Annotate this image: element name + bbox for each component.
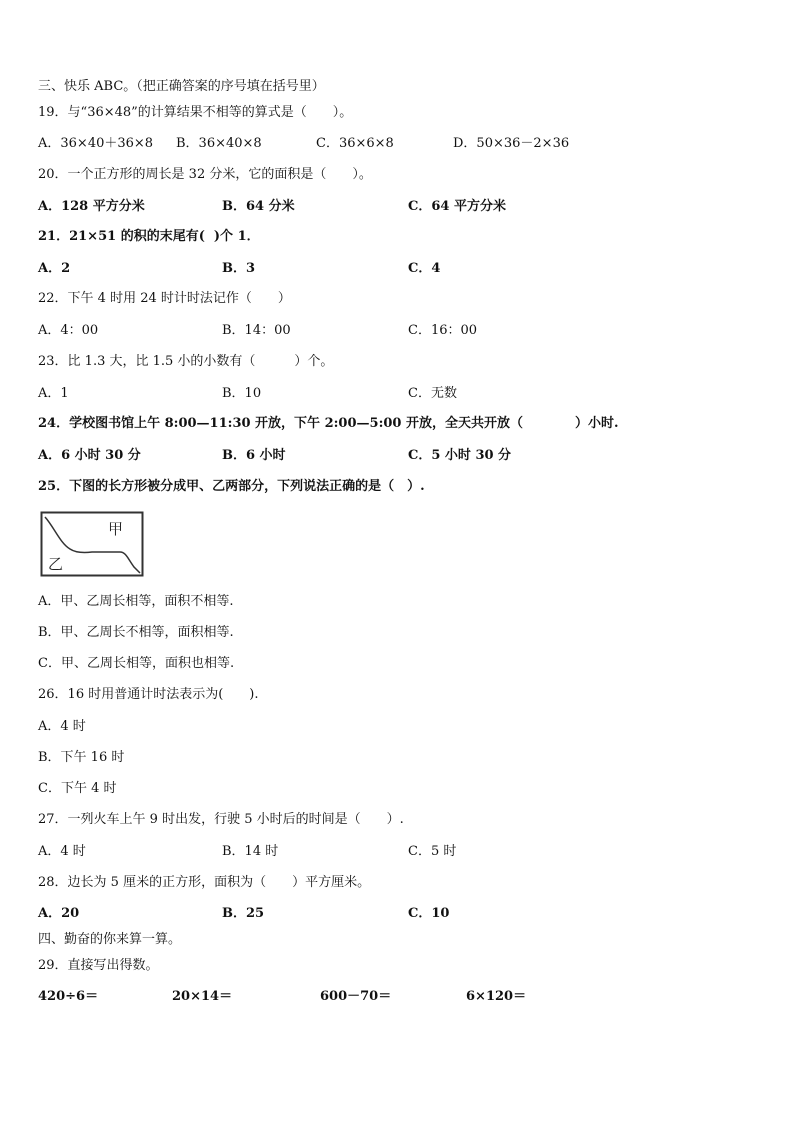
option-b: B．3 [222, 261, 256, 276]
option-a: A．2 [38, 261, 71, 276]
option-row [38, 386, 774, 402]
option-b: B．36×40×8 [176, 136, 262, 151]
question-stem: 24．学校图书馆上午 8:00—11:30 开放，下午 2:00—5:00 开放，全天共开放（ ）小时. [38, 416, 619, 431]
option-a: A．1 [38, 386, 69, 401]
option-a: A．36×40＋36×8 [38, 136, 154, 151]
question-stem: 26．16 时用普通计时法表示为( ). [38, 687, 259, 702]
question-stem: 29．直接写出得数。 [38, 958, 159, 973]
option-a: A．6 小时 30 分 [38, 448, 141, 463]
calc-item: 420÷6＝ [38, 989, 99, 1004]
option-b: B．甲、乙周长不相等，面积相等. [38, 625, 234, 640]
question-stem: 27．一列火车上午 9 时出发，行驶 5 小时后的时间是（ ）. [38, 812, 404, 827]
question-stem: 28．边长为 5 厘米的正方形，面积为（ ）平方厘米。 [38, 875, 371, 890]
question-stem: 22．下午 4 时用 24 时计时法记作（ ） [38, 291, 291, 306]
option-row [38, 323, 774, 339]
option-c: C．甲、乙周长相等，面积也相等. [38, 656, 235, 671]
label-yi: 乙 [48, 555, 64, 573]
option-c: C．无数 [408, 386, 457, 401]
option-a: A．4 时 [38, 844, 86, 859]
option-d: D．50×36－2×36 [453, 136, 570, 151]
option-c: C．10 [408, 906, 450, 921]
option-c: C．64 平方分米 [408, 199, 506, 214]
label-jia: 甲 [108, 520, 124, 538]
option-c: C．16：00 [408, 323, 478, 338]
option-c: C．36×6×8 [316, 136, 394, 151]
option-b: B．64 分米 [222, 199, 295, 214]
option-a: A．甲、乙周长相等，面积不相等. [38, 594, 234, 609]
section-heading: 四、勤奋的你来算一算。 [38, 932, 182, 947]
option-c: C．5 时 [408, 844, 457, 859]
option-a: A．128 平方分米 [38, 199, 145, 214]
question-stem: 25．下图的长方形被分成甲、乙两部分，下列说法正确的是（ ）. [38, 479, 425, 494]
section-heading: 三、快乐 ABC。（把正确答案的序号填在括号里） [38, 79, 325, 94]
option-a: A．20 [38, 906, 80, 921]
option-c: C．下午 4 时 [38, 781, 117, 796]
option-b: B．6 小时 [222, 448, 286, 463]
question-stem: 23．比 1.3 大，比 1.5 小的小数有（ ）个。 [38, 354, 334, 369]
option-c: C．4 [408, 261, 441, 276]
option-row [38, 844, 774, 860]
rectangle-figure [40, 511, 144, 577]
option-a: A．4：00 [38, 323, 99, 338]
option-row [38, 906, 774, 922]
rectangle-diagram [40, 511, 144, 577]
calc-item: 6×120＝ [466, 989, 527, 1004]
calc-item: 20×14＝ [172, 989, 233, 1004]
option-b: B．下午 16 时 [38, 750, 125, 765]
question-stem: 21．21×51 的积的末尾有( )个 1． [38, 229, 260, 244]
option-b: B．25 [222, 906, 265, 921]
option-b: B．14 时 [222, 844, 279, 859]
calc-row [38, 989, 774, 1005]
calc-item: 600－70＝ [320, 989, 392, 1004]
option-a: A．4 时 [38, 719, 86, 734]
option-row [38, 261, 774, 277]
question-stem: 20．一个正方形的周长是 32 分米，它的面积是（ ）。 [38, 167, 372, 182]
option-row [38, 136, 774, 152]
option-b: B．14：00 [222, 323, 291, 338]
option-c: C．5 小时 30 分 [408, 448, 512, 463]
option-b: B．10 [222, 386, 262, 401]
option-row [38, 199, 774, 215]
option-row [38, 448, 774, 464]
question-stem: 19．与“36×48”的计算结果不相等的算式是（ ）。 [38, 105, 353, 120]
